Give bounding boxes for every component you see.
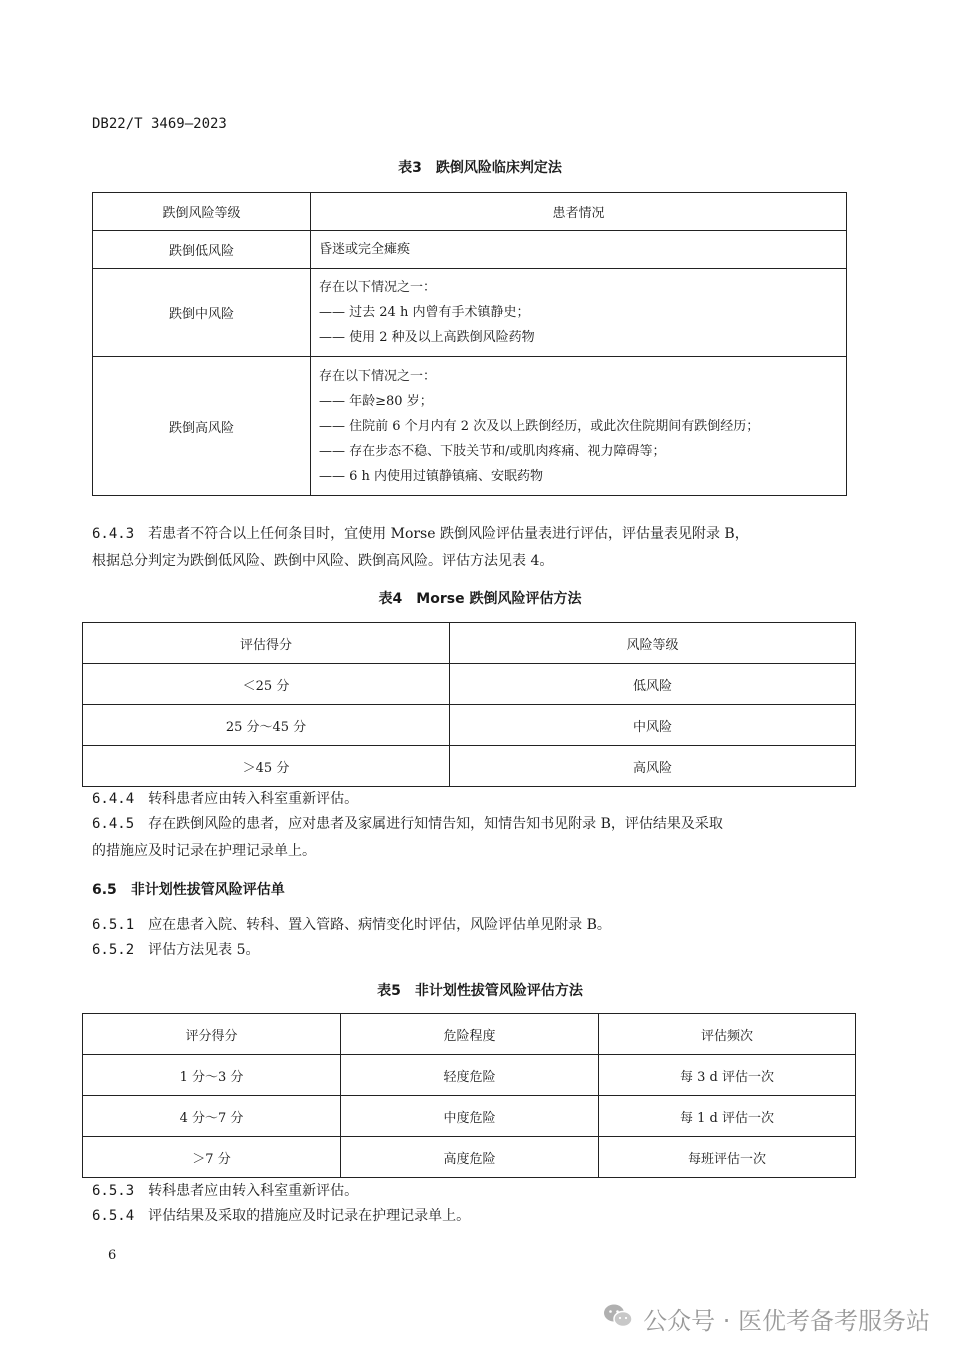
paragraph-6-5-4 (92, 1203, 852, 1230)
table3-header-level: 跌倒风险等级 (93, 193, 311, 231)
level-cell: 低风险 (450, 664, 856, 705)
table5-caption: 表5 非计划性拔管风险评估方法 (377, 983, 583, 999)
table5-header-row (83, 1014, 856, 1055)
table-row (93, 269, 847, 357)
clause-text: 转科患者应由转入科室重新评估。 (148, 791, 359, 807)
condition-line: —— 存在步态不稳、下肢关节和/或肌肉疼痛、视力障碍等； (319, 443, 666, 459)
table4 (82, 622, 856, 787)
danger-cell: 高度危险 (341, 1137, 599, 1178)
watermark-footer (603, 1301, 930, 1336)
table5-header-frequency: 评估频次 (599, 1014, 856, 1055)
paragraph-6-4-5 (92, 811, 852, 865)
table3-caption: 表3 跌倒风险临床判定法 (398, 160, 562, 176)
clause-text-continued: 的措施应及时记录在护理记录单上。 (92, 843, 316, 859)
table5-header-score: 评分得分 (83, 1014, 341, 1055)
danger-cell: 轻度危险 (341, 1055, 599, 1096)
score-cell: 4 分～7 分 (83, 1096, 341, 1137)
table-row (93, 231, 847, 269)
table3-header-row (93, 193, 847, 231)
risk-level-cell: 跌倒高风险 (93, 357, 311, 496)
clause-text: 若患者不符合以上任何条目时，宜使用 Morse 跌倒风险评估量表进行评估，评估量表见附录 B， (148, 526, 749, 542)
score-cell: 25 分～45 分 (83, 705, 450, 746)
condition-line: 存在以下情况之一： (319, 280, 437, 295)
paragraph-6-5-2 (92, 937, 852, 964)
document-id: DB22/T 3469—2023 (92, 116, 227, 132)
table-row (83, 664, 856, 705)
table-row (83, 705, 856, 746)
clause-number: 6.4.3 (92, 526, 135, 542)
section-title: 非计划性拔管风险评估单 (130, 882, 285, 898)
level-cell: 高风险 (450, 746, 856, 787)
table3 (92, 192, 847, 496)
condition-cell (311, 357, 847, 496)
condition-cell (311, 269, 847, 357)
table4-header-level: 风险等级 (450, 623, 856, 664)
section-heading-6-5 (92, 879, 285, 899)
condition-line: 昏迷或完全瘫痪 (319, 242, 411, 257)
frequency-cell: 每班评估一次 (599, 1137, 856, 1178)
clause-text: 评估结果及采取的措施应及时记录在护理记录单上。 (148, 1208, 471, 1224)
clause-number: 6.4.4 (92, 791, 135, 807)
condition-line: 存在以下情况之一： (319, 368, 437, 384)
clause-number: 6.5.3 (92, 1183, 135, 1199)
danger-cell: 中度危险 (341, 1096, 599, 1137)
table-row (83, 1137, 856, 1178)
frequency-cell: 每 1 d 评估一次 (599, 1096, 856, 1137)
paragraph-6-4-4 (92, 786, 852, 813)
table-row (83, 1096, 856, 1137)
risk-level-cell: 跌倒低风险 (93, 231, 311, 269)
section-number: 6.5 (92, 882, 117, 898)
table4-header-row (83, 623, 856, 664)
table3-header-condition: 患者情况 (311, 193, 847, 231)
table4-header-score: 评估得分 (83, 623, 450, 664)
table-row (93, 357, 847, 496)
clause-text-continued: 根据总分判定为跌倒低风险、跌倒中风险、跌倒高风险。评估方法见表 4。 (92, 553, 554, 569)
condition-line: —— 6 h 内使用过镇静镇痛、安眠药物 (319, 468, 544, 484)
risk-level-cell: 跌倒中风险 (93, 269, 311, 357)
score-cell: ＞45 分 (83, 746, 450, 787)
condition-cell (311, 231, 847, 269)
paragraph-6-4-3 (92, 521, 852, 575)
clause-number: 6.5.1 (92, 917, 135, 933)
paragraph-6-5-3 (92, 1178, 852, 1205)
page-number: 6 (108, 1248, 117, 1263)
watermark-text: 公众号 · 医优考备考服务站 (643, 1307, 930, 1335)
paragraph-6-5-1 (92, 912, 852, 939)
score-cell: ＞7 分 (83, 1137, 341, 1178)
condition-line: —— 使用 2 种及以上高跌倒风险药物 (319, 330, 535, 345)
wechat-icon (603, 1303, 633, 1335)
table5-header-danger: 危险程度 (341, 1014, 599, 1055)
table4-caption: 表4 Morse 跌倒风险评估方法 (378, 591, 582, 607)
clause-number: 6.4.5 (92, 816, 135, 832)
condition-line: —— 住院前 6 个月内有 2 次及以上跌倒经历，或此次住院期间有跌倒经历； (319, 418, 760, 434)
clause-text: 应在患者入院、转科、置入管路、病情变化时评估，风险评估单见附录 B。 (148, 917, 611, 933)
clause-text: 转科患者应由转入科室重新评估。 (148, 1183, 359, 1199)
clause-text: 存在跌倒风险的患者，应对患者及家属进行知情告知，知情告知书见附录 B，评估结果及采取 (148, 816, 723, 832)
table5 (82, 1013, 856, 1178)
condition-line: —— 过去 24 h 内曾有手术镇静史； (319, 305, 530, 320)
clause-number: 6.5.2 (92, 942, 135, 958)
score-cell: ＜25 分 (83, 664, 450, 705)
clause-number: 6.5.4 (92, 1208, 135, 1224)
score-cell: 1 分～3 分 (83, 1055, 341, 1096)
level-cell: 中风险 (450, 705, 856, 746)
table-row (83, 746, 856, 787)
table-row (83, 1055, 856, 1096)
frequency-cell: 每 3 d 评估一次 (599, 1055, 856, 1096)
condition-line: —— 年龄≥80 岁； (319, 393, 433, 409)
clause-text: 评估方法见表 5。 (148, 942, 260, 958)
